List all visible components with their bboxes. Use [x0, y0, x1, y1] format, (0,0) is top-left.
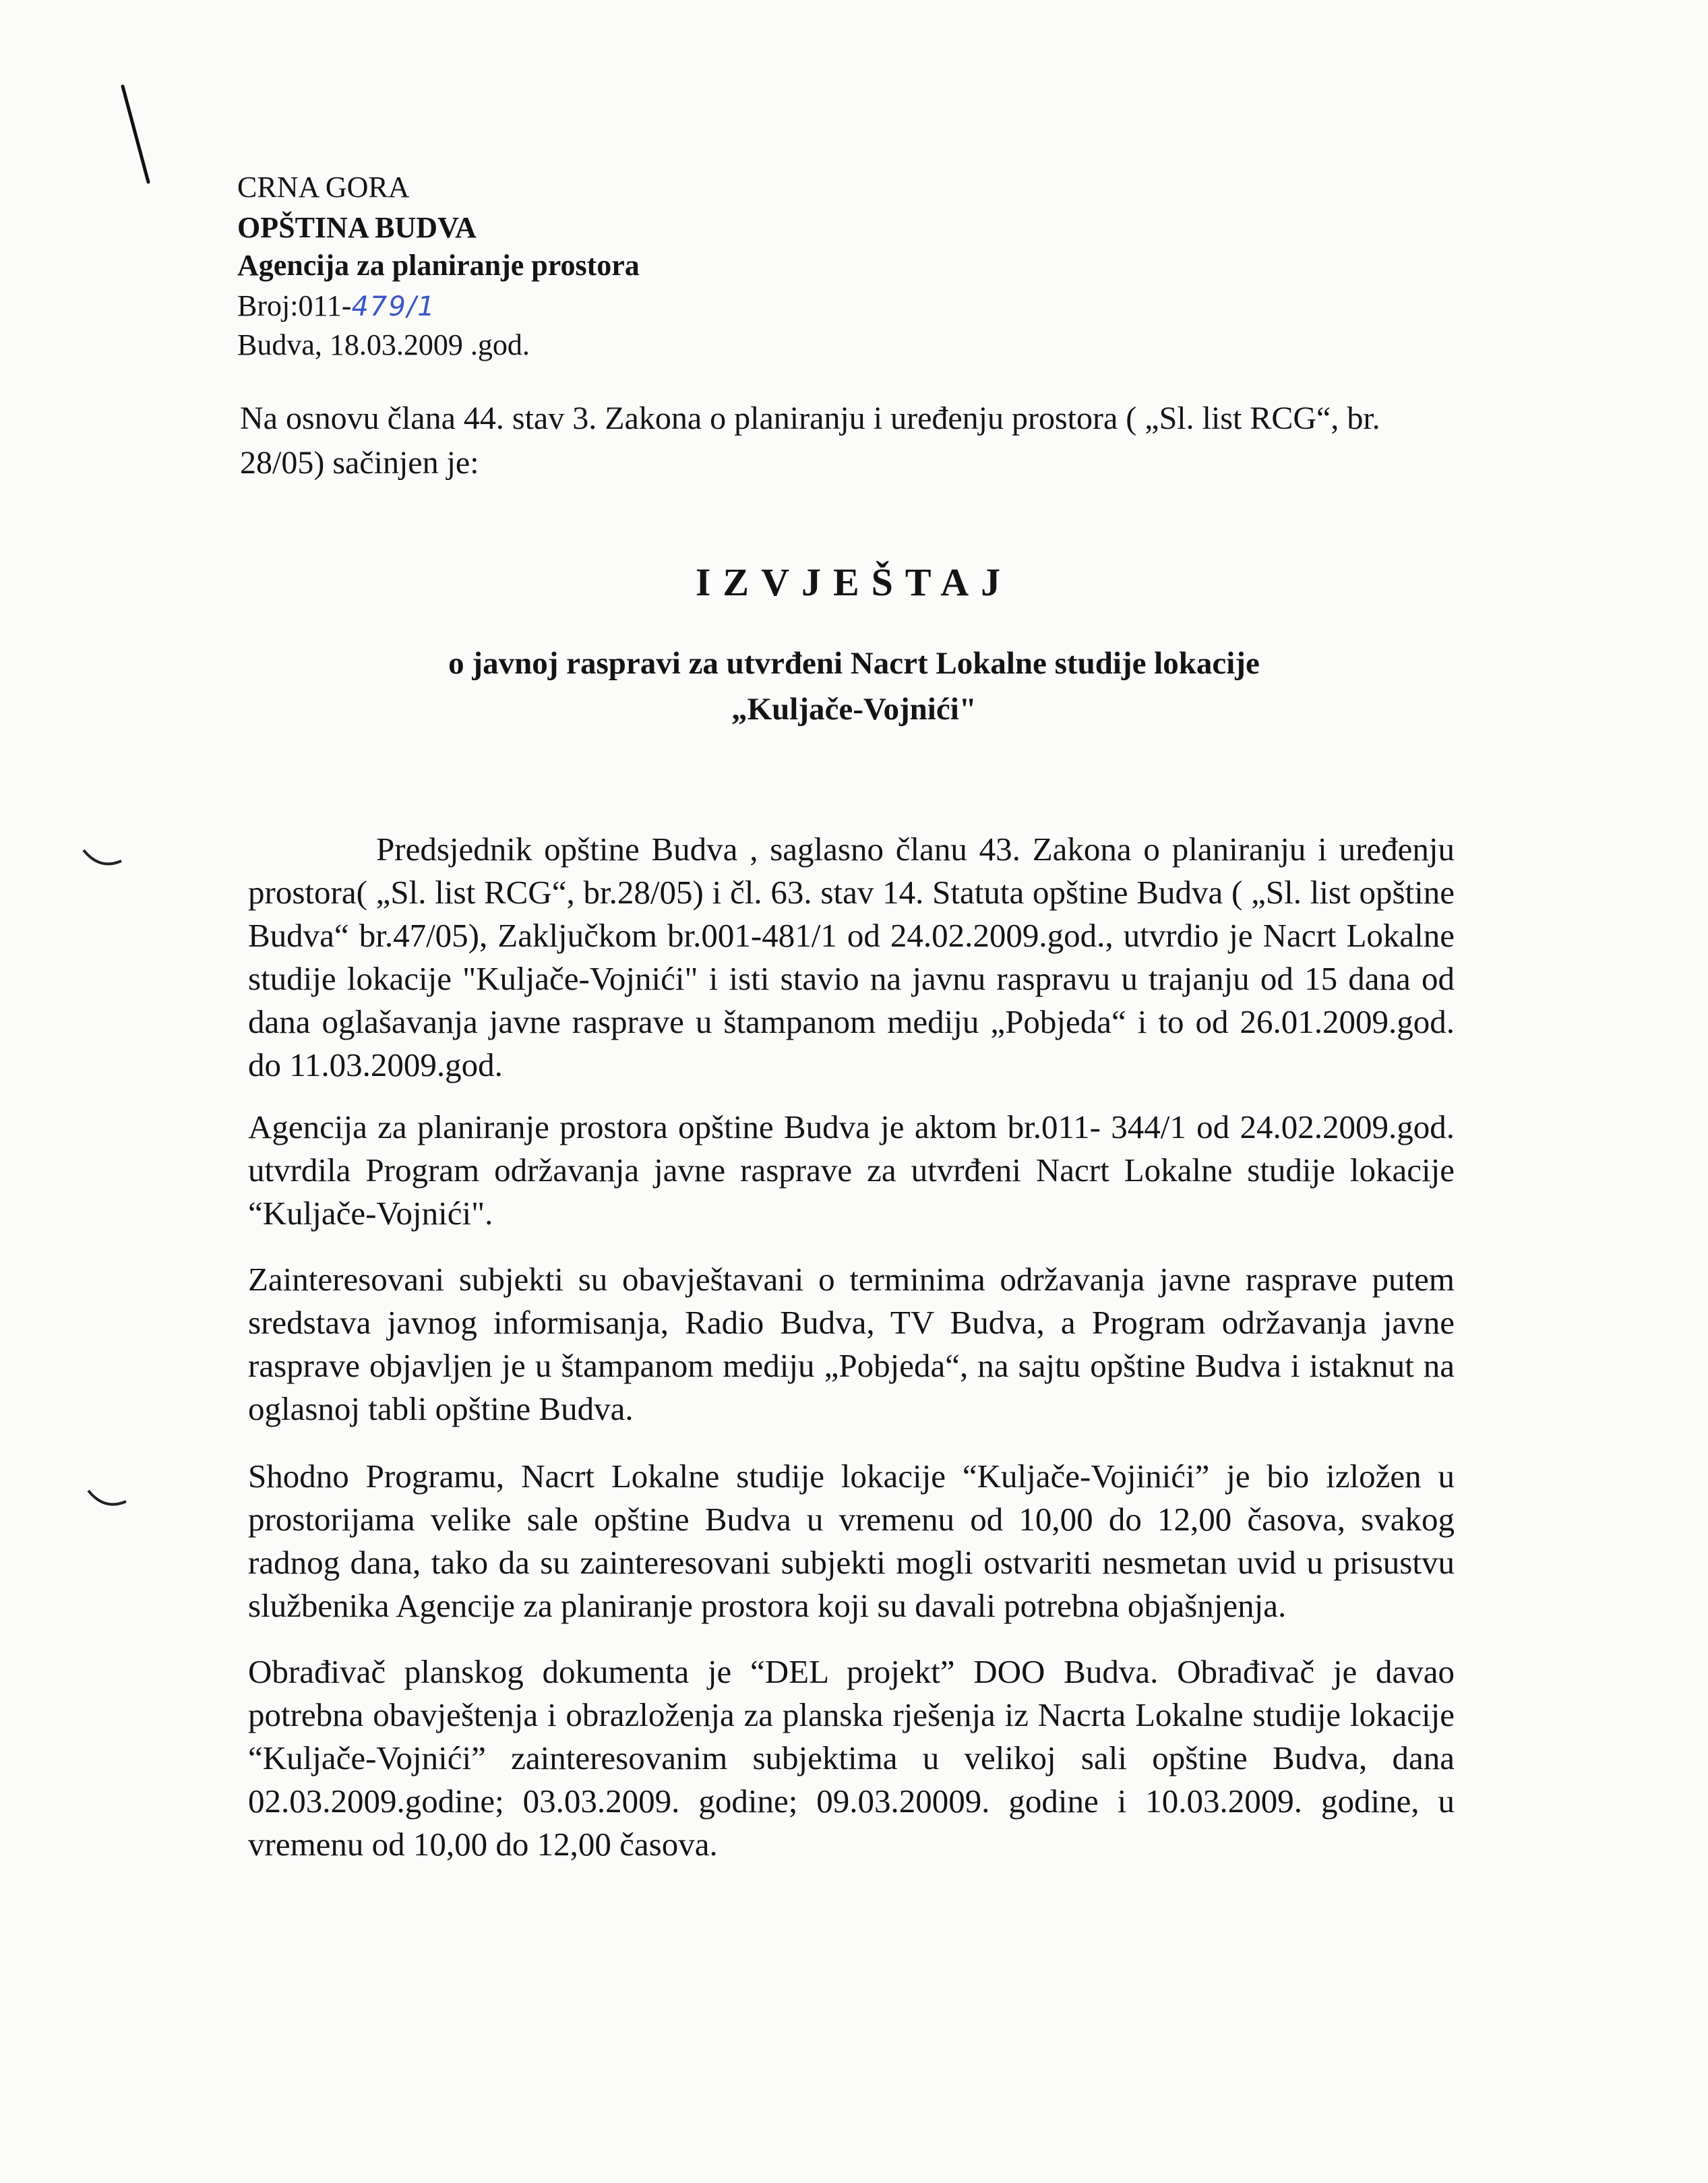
intro-text: Na osnovu člana 44. stav 3. Zakona o planiranju i uređenju prostora ( „Sl. list RCG“, br. 28/05) sačinjen je: [240, 400, 1380, 481]
binder-hole-bottom [84, 1487, 131, 1514]
paragraph-3: Zainteresovani subjekti su obavještavani o terminima održavanja javne rasprave putem sredstava javnog informisanja, Radio Budva, TV Budva, a Program održavanja javne rasprave objavljen je u štampanom mediju „Pobjeda“, na sajtu opštine Budva i istaknut na oglasnoj tabli opštine Budva. [248, 1261, 1455, 1427]
paragraph-5: Obrađivač planskog dokumenta je “DEL projekt” DOO Budva. Obrađivač je davao potrebna obavještenja i obrazloženja za planska rješenja iz Nacrta Lokalne studije lokacije “Kuljače-Vojnići” zainteresovanim subjektima u velikoj sali opštine Budva, dana 02.03.2009.godine; 03.03.2009. godine; 09.03.20009. godine i 10.03.2009. godine, u vremenu od 10,00 do 12,00 časova. [248, 1653, 1455, 1863]
paragraph-1: Predsjednik opštine Budva , saglasno članu 43. Zakona o planiranju i uređenju prostora( „Sl. list RCG“, br.28/05) i čl. 63. stav 14. Statuta opštine Budva ( „Sl. list opštine Budva“ br.47/05), Zaključkom br.001-481/1 od 24.02.2009.god., utvrdio je Nacrt Lokalne studije lokacije "Kuljače-Vojnići" i isti stavio na javnu raspravu u trajanju od 15 dana od dana oglašavanja javne rasprave u štampanom mediju „Pobjeda“ i to od 26.01.2009.god. do 11.03.2009.god. [248, 831, 1455, 1083]
document-number-handwritten: 479/1 [351, 291, 436, 322]
header-agency: Agencija za planiranje prostora [237, 249, 640, 282]
header-municipality: OPŠTINA BUDVA [237, 211, 477, 244]
document-number [237, 289, 436, 324]
subtitle-line-2: „Kuljače-Vojnići" [731, 692, 977, 727]
header-country: CRNA GORA [237, 171, 410, 204]
paragraph-2: Agencija za planiranje prostora opštine Budva je aktom br.011- 344/1 od 24.02.2009.god. utvrdila Program održavanja javne rasprave za utvrđeni Nacrt Lokalne studije lokacije “Kuljače-Vojnići". [248, 1108, 1455, 1232]
subtitle-line-1: o javnoj raspravi za utvrđeni Nacrt Lokalne studije lokacije [448, 646, 1260, 681]
binder-hole-top [80, 846, 127, 873]
paragraph-4: Shodno Programu, Nacrt Lokalne studije lokacije “Kuljače-Vojinići” je bio izložen u prostorijama velike sale opštine Budva u vremenu od 10,00 do 12,00 časova, svakog radnog dana, tako da su zainteresovani subjekti mogli ostvariti nesmetan uvid u prisustvu službenika Agencije za planiranje prostora koji su davali potrebna objašnjenja. [248, 1458, 1455, 1624]
document-title: IZVJEŠTAJ [695, 560, 1013, 604]
pen-stroke-mark [115, 81, 162, 189]
document-number-prefix: Broj:011- [237, 289, 352, 322]
place-date: Budva, 18.03.2009 .god. [237, 328, 530, 361]
